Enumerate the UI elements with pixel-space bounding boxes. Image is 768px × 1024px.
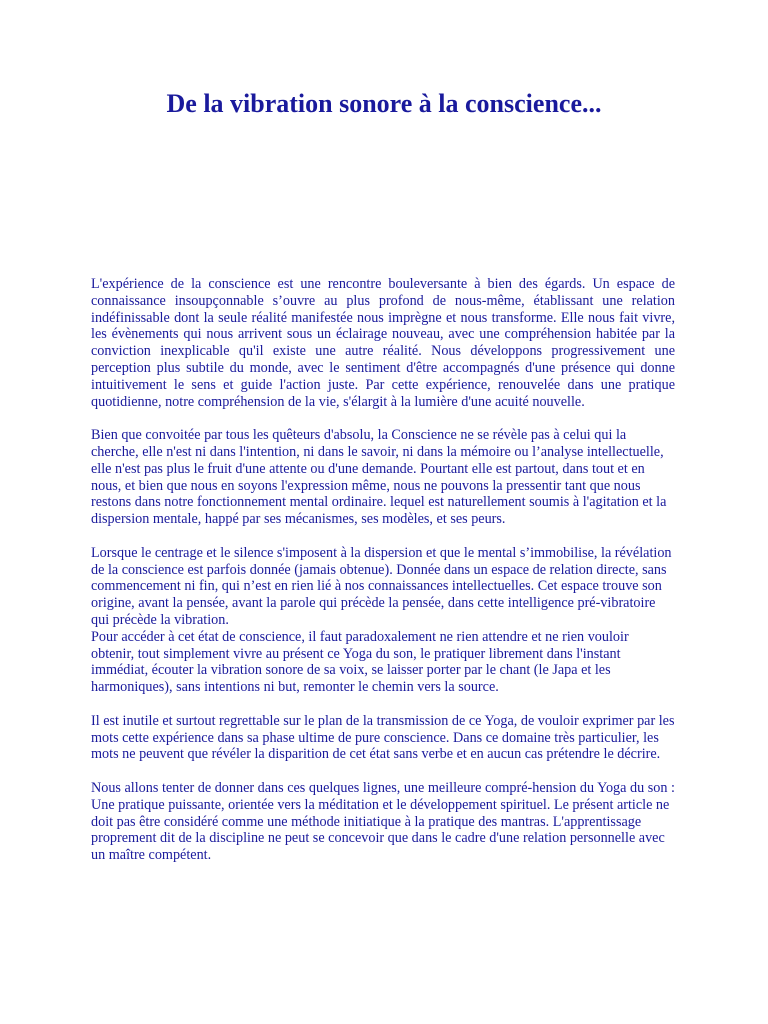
paragraph-1: L'expérience de la conscience est une rencontre bouleversante à bien des égards. Un espace de connaissance insoupçonnable s’ouvre au plus profond de nous-même, établissant une relation indéfinissable dont la seule réalité manifestée nous imprègne et nous transforme. Elle nous fait vivre, les évènements qui nous arrivent sous un éclairage nouveau, avec une compréhension habitée par la conviction inexplicable qu'il existe une autre réalité. Nous développons progressivement une perception plus subtile du monde, avec le sentiment d'être accompagnés d'une présence qui donne intuitivement le sens et guide l'action juste. Par cette expérience, renouvelée dans une pratique quotidienne, notre compréhension de la vie, s'élargit à la lumière d'une acuité nouvelle.	[91, 276, 675, 410]
article-body	[91, 276, 675, 881]
paragraph-5: Il est inutile et surtout regrettable sur le plan de la transmission de ce Yoga, de vouloir exprimer par les mots cette expérience dans sa phase ultime de pure conscience. Dans ce domaine très particulier, les mots ne peuvent que révéler la disparition de cet état sans verbe et en aucun cas prétendre le décrire.	[91, 712, 675, 763]
paragraph-4: Pour accéder à cet état de conscience, il faut paradoxalement ne rien attendre et ne rien vouloir obtenir, tout simplement vivre au présent ce Yoga du son, le pratiquer librement dans l'instant immédiat, écouter la vibration sonore de sa voix, se laisser porter par le chant (le Japa et les harmoniques), sans intentions ni but, remonter le chemin vers la source.	[91, 628, 629, 696]
paragraph-2: Bien que convoitée par tous les quêteurs d'absolu, la Conscience ne se révèle pas à celui qui la cherche, elle n'est ni dans l'intention, ni dans le savoir, ni dans la mémoire ou l’analyse intellectuelle, elle n'est pas plus le fruit d'une attente ou d'une demande. Pourtant elle est partout, dans tout et en nous, et bien que nous en soyons l'expression même, nous ne pouvons la pressentir tant que nous restons dans notre fonctionnement mental ordinaire. lequel est naturellement soumis à l'agitation et la dispersion mentale, happé par ses mécanismes, ses modèles, et ses peurs.	[91, 427, 667, 528]
paragraph-6: Nous allons tenter de donner dans ces quelques lignes, une meilleure compré-hension du Yoga du son : Une pratique puissante, orientée vers la méditation et le développement spirituel. Le présent article ne doit pas être considéré comme une méthode initiatique à la pratique des mantras. L'apprentissage proprement dit de la discipline ne peut se concevoir que dans le cadre d'une relation personnelle avec un maître compétent.	[91, 779, 675, 864]
page-title: De la vibration sonore à la conscience...	[166, 89, 602, 118]
paragraph-3: Lorsque le centrage et le silence s'imposent à la dispersion et que le mental s’immobilise, la révélation de la conscience est parfois donnée (jamais obtenue). Donnée dans un espace de relation directe, sans commencement ni fin, qui n’est en rien lié à nos connaissances intellectuelles. Cet espace trouve son origine, avant la pensée, avant la parole qui précède la pensée, dans cette intelligence pré-vibratoire qui précède la vibration.	[91, 544, 672, 628]
